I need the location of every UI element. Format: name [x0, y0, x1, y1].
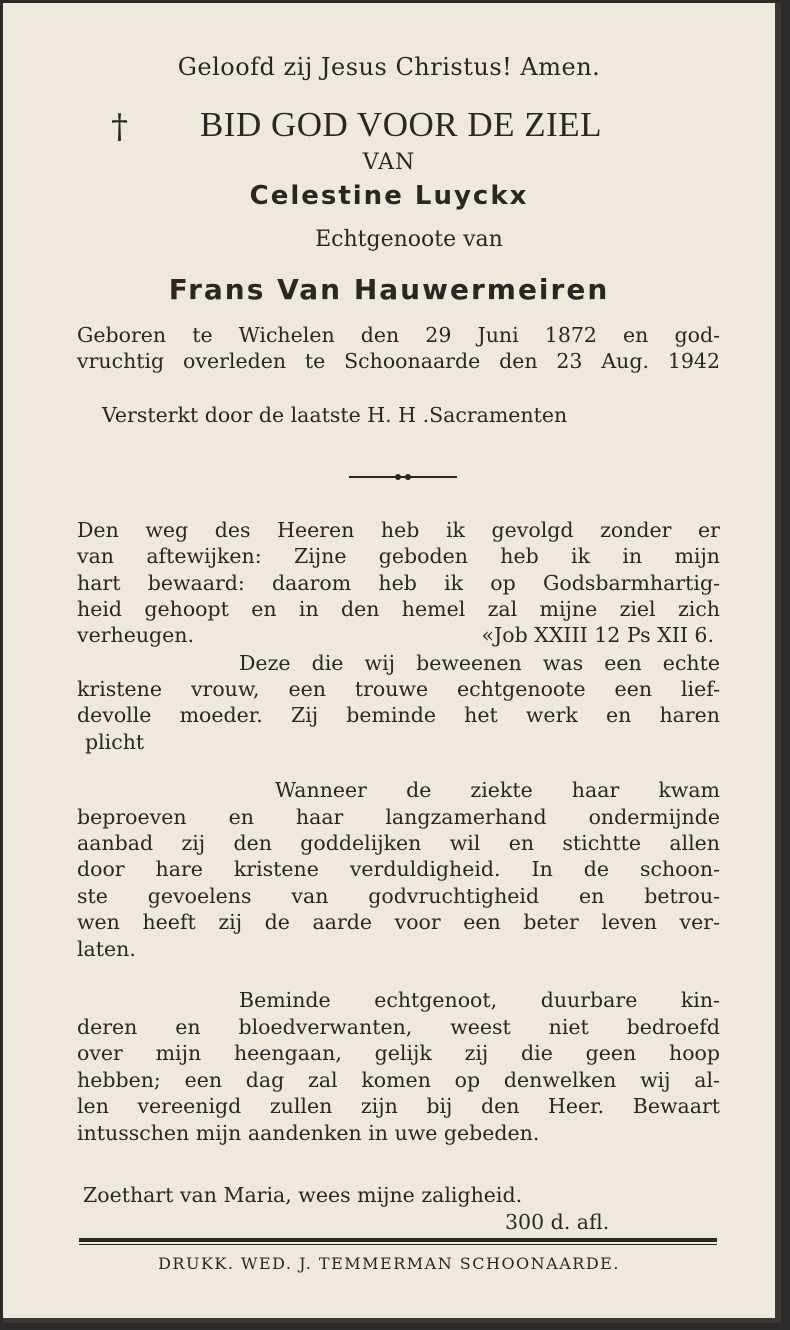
body-line: plicht	[85, 730, 145, 754]
body-line: van aftewijken: Zijne geboden heb ik in mijn	[77, 544, 720, 568]
closing-prayer: Zoethart van Maria, wees mijne zaligheid.	[83, 1183, 523, 1207]
body-line: beproeven en haar langzamerhand ondermijnde	[77, 805, 720, 829]
body-line: ste gevoelens van godvruchtigheid en betrou-	[77, 884, 720, 908]
body-line: intusschen mijn aandenken in uwe gebeden.	[77, 1121, 540, 1145]
body-line: Deze die wij beweenen was een echte	[239, 651, 720, 675]
van-label: VAN	[362, 150, 416, 175]
header-prayer: Geloofd zij Jesus Christus! Amen.	[177, 53, 601, 81]
memorial-card	[3, 3, 781, 1323]
body-line: over mijn heengaan, gelijk zij die geen hoop	[77, 1041, 720, 1065]
spouse-name: Frans Van Hauwermeiren	[168, 273, 610, 306]
body-line: verheugen.	[77, 623, 195, 647]
spouse-label: Echtgenoote van	[315, 227, 503, 252]
body-line: laten.	[77, 937, 136, 961]
body-line: len vereenigd zullen zijn bij den Heer. Bewaart	[77, 1094, 720, 1118]
printer-imprint: DRUKK. WED. J. TEMMERMAN SCHOONAARDE.	[158, 1254, 620, 1273]
death-line: vruchtig overleden te Schoonaarde den 23 Aug. 1942	[77, 349, 720, 373]
body-line: door hare kristene verduldigheid. In de schoon-	[77, 857, 720, 881]
body-line: wen heeft zij de aarde voor een beter leven ver-	[77, 910, 720, 934]
body-line: devolle moeder. Zij beminde het werk en haren	[77, 703, 720, 727]
body-line: heid gehoopt en in den hemel zal mijne ziel zich	[77, 597, 720, 621]
birth-line: Geboren te Wichelen den 29 Juni 1872 en god-	[77, 323, 720, 347]
sacraments-line: Versterkt door de laatste H. H .Sacramenten	[102, 403, 568, 427]
footer-rule-thin	[79, 1244, 717, 1245]
indulgence-note: 300 d. afl.	[505, 1210, 610, 1234]
cross-icon: †	[111, 107, 128, 147]
deceased-name: Celestine Luyckx	[249, 181, 529, 211]
body-line: hart bewaard: daarom heb ik op Godsbarmhartig-	[77, 571, 720, 595]
body-line: kristene vrouw, een trouwe echtgenoote een lief-	[77, 677, 720, 701]
body-line: aanbad zij den goddelijken wil en stichtte allen	[77, 831, 720, 855]
footer-rule-thick	[79, 1238, 717, 1242]
body-line: hebben; een dag zal komen op denwelken wij al-	[77, 1068, 720, 1092]
body-line: Beminde echtgenoot, duurbare kin-	[239, 988, 720, 1012]
body-line: Wanneer de ziekte haar kwam	[275, 778, 720, 802]
body-line: Den weg des Heeren heb ik gevolgd zonder er	[77, 518, 720, 542]
body-line: deren en bloedverwanten, weest niet bedroefd	[77, 1015, 720, 1039]
scripture-reference: «Job XXIII 12 Ps XII 6.	[481, 623, 714, 647]
main-title: BID GOD VOOR DE ZIEL	[199, 105, 603, 144]
ornament-divider	[349, 470, 457, 484]
